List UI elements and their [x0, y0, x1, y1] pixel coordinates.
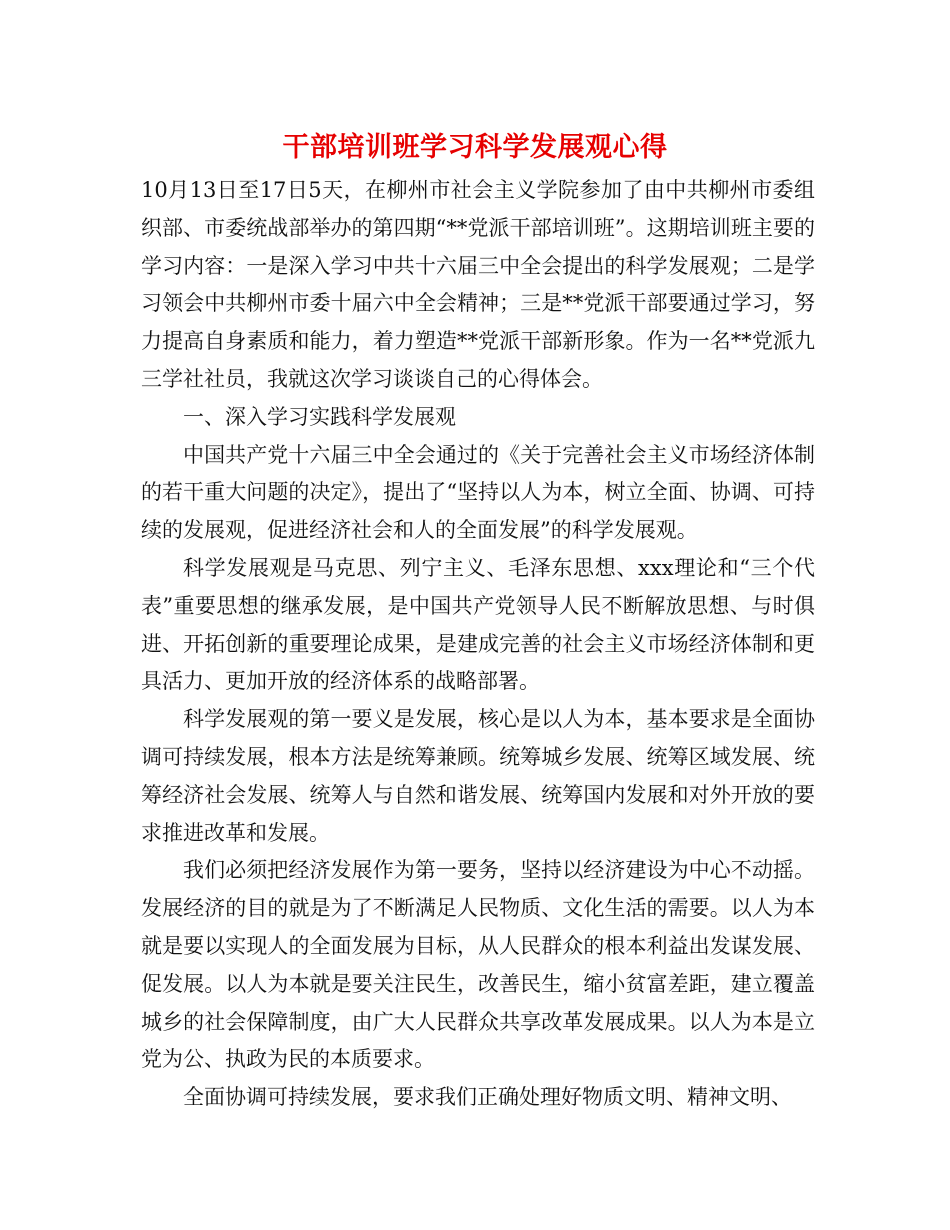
paragraph: 中国共产党十六届三中全会通过的《关于完善社会主义市场经济体制的若干重大问题的决定》，提出了“坚持以人为本，树立全面、协调、可持续的发展观，促进经济社会和人的全面发展”的科学发展观。	[141, 442, 815, 543]
paragraph-intro: 10月13日至17日5天，在柳州市社会主义学院参加了由中共柳州市委组织部、市委统战部举办的第四期“**党派干部培训班”。这期培训班主要的学习内容：一是深入学习中共十六届三中全会提出的科学发展观；二是学习领会中共柳州市委十届六中全会精神；三是**党派干部要通过学习，努力提高自身素质和能力，着力塑造**党派干部新形象。作为一名**党派九三学社社员，我就这次学习谈谈自己的心得体会。	[141, 178, 815, 391]
paragraph: 科学发展观的第一要义是发展，核心是以人为本，基本要求是全面协调可持续发展，根本方法是统筹兼顾。统筹城乡发展、统筹区域发展、统筹经济社会发展、统筹人与自然和谐发展、统筹国内发展和对外开放的要求推进改革和发展。	[141, 707, 815, 845]
paragraph: 科学发展观是马克思、列宁主义、毛泽东思想、xxx理论和“三个代表”重要思想的继承发展，是中国共产党领导人民不断解放思想、与时俱进、开拓创新的重要理论成果，是建成完善的社会主义市场经济体制和更具活力、更加开放的经济体系的战略部署。	[141, 555, 815, 694]
paragraph: 全面协调可持续发展，要求我们正确处理好物质文明、精神文明、	[183, 1085, 792, 1110]
paragraph: 我们必须把经济发展作为第一要务，坚持以经济建设为中心不动摇。发展经济的目的就是为了不断满足人民物质、文化生活的需要。以人为本就是要以实现人的全面发展为目标，从人民群众的根本利益出发谋发展、促发展。以人为本就是要关注民生，改善民生，缩小贫富差距，建立覆盖城乡的社会保障制度，由广大人民群众共享改革发展成果。以人为本是立党为公、执政为民的本质要求。	[141, 858, 815, 1072]
document-body	[141, 172, 815, 1117]
document-title: 干部培训班学习科学发展观心得	[282, 132, 668, 163]
section-heading: 一、深入学习实践科学发展观	[183, 404, 456, 429]
